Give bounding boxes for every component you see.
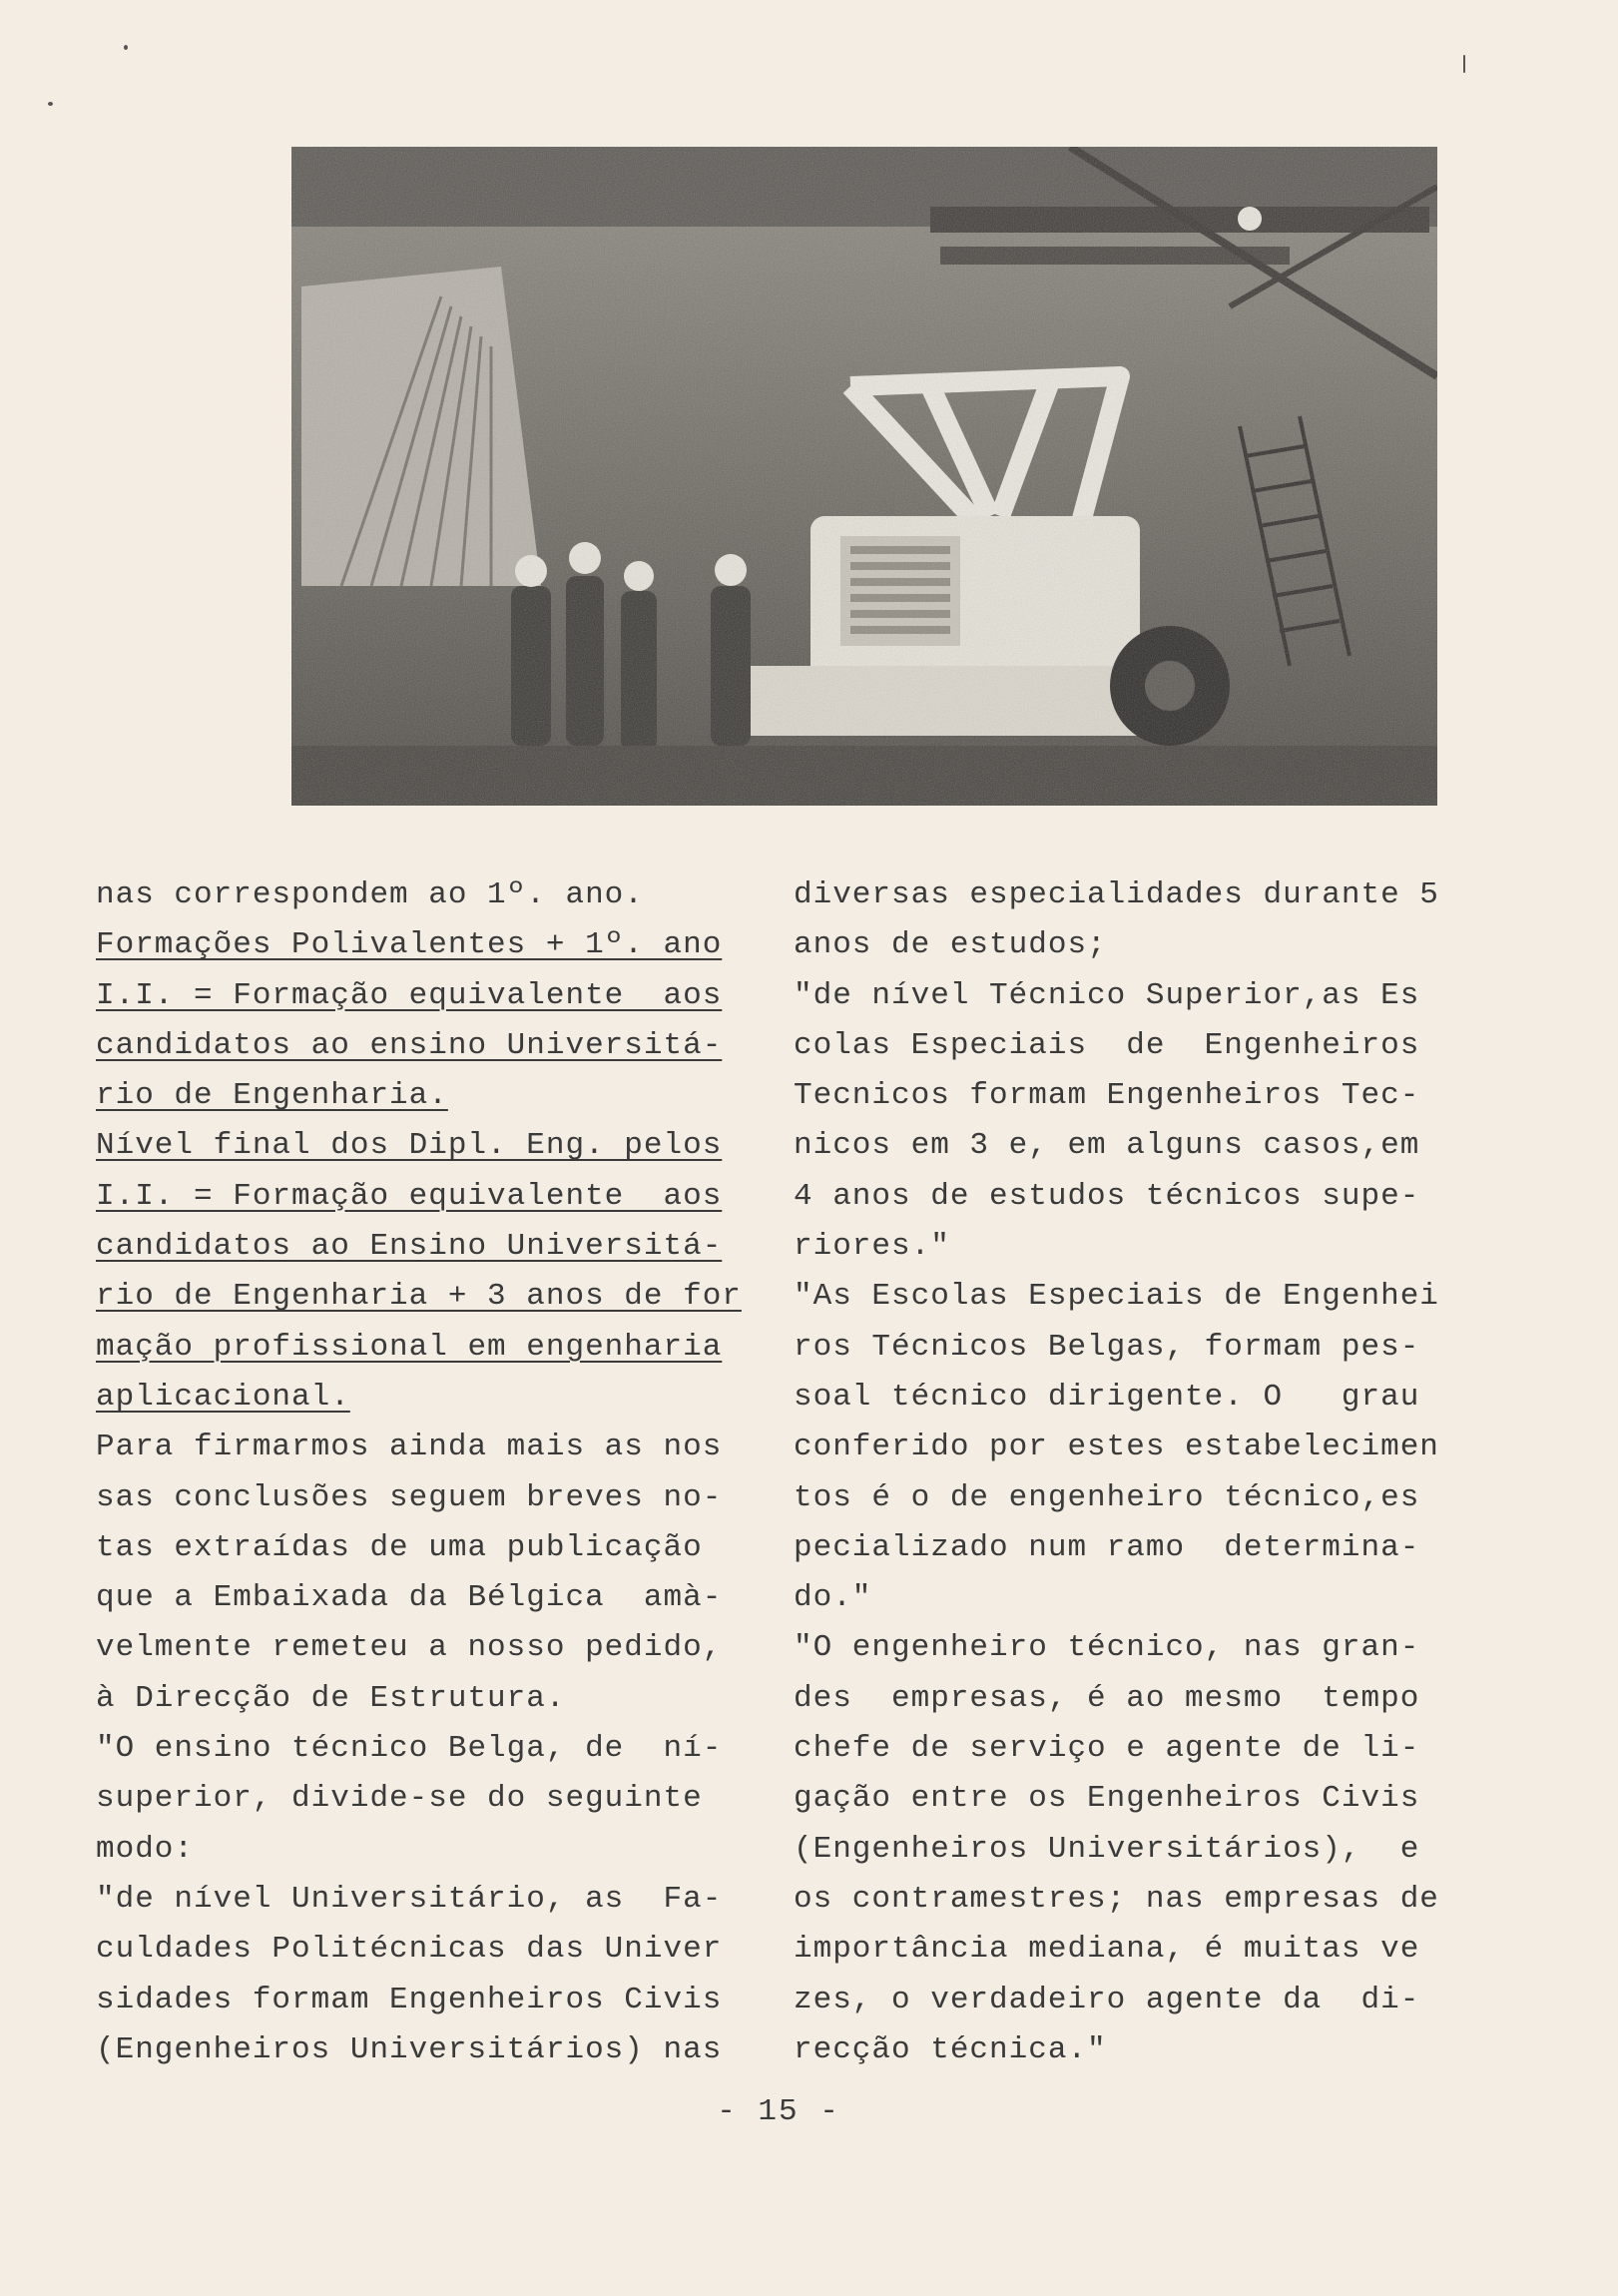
text-line: os contramestres; nas empresas de <box>794 1881 1439 1917</box>
text-line: rio de Engenharia + 3 anos de for <box>96 1279 742 1315</box>
text-line: diversas especialidades durante 5 <box>794 877 1439 912</box>
text-line: "O ensino técnico Belga, de ní- <box>96 1731 723 1767</box>
text-line: sidades formam Engenheiros Civis <box>96 1982 723 2017</box>
text-line: nicos em 3 e, em alguns casos,em <box>794 1128 1420 1164</box>
text-line: do." <box>794 1580 872 1616</box>
text-line: colas Especiais de Engenheiros <box>794 1027 1420 1063</box>
text-line: tas extraídas de uma publicação <box>96 1529 703 1565</box>
text-line: gação entre os Engenheiros Civis <box>794 1781 1420 1817</box>
text-line: Nível final dos Dipl. Eng. pelos <box>96 1128 723 1164</box>
scan-speck <box>48 102 53 106</box>
text-line: zes, o verdadeiro agente da di- <box>794 1982 1420 2017</box>
text-line: candidatos ao ensino Universitá- <box>96 1027 723 1063</box>
text-line: Tecnicos formam Engenheiros Tec- <box>794 1078 1420 1114</box>
text-line: riores." <box>794 1229 950 1265</box>
photo-mining-machine-icon <box>291 147 1437 806</box>
text-line: "O engenheiro técnico, nas gran- <box>794 1630 1420 1666</box>
text-line: tos é o de engenheiro técnico,es <box>794 1479 1420 1515</box>
text-line: anos de estudos; <box>794 927 1107 963</box>
text-line: culdades Politécnicas das Univer <box>96 1932 723 1968</box>
text-line: superior, divide-se do seguinte <box>96 1781 703 1817</box>
text-line: nas correspondem ao 1º. ano. <box>96 877 644 912</box>
text-line: (Engenheiros Universitários) nas <box>96 2031 723 2067</box>
text-line: ros Técnicos Belgas, formam pes- <box>794 1329 1420 1365</box>
scan-speck <box>124 45 128 50</box>
text-line: aplicacional. <box>96 1379 350 1415</box>
text-line: conferido por estes estabelecimen <box>794 1430 1439 1465</box>
text-line: soal técnico dirigente. O grau <box>794 1379 1420 1415</box>
text-line: importância mediana, é muitas ve <box>794 1932 1420 1968</box>
text-line: (Engenheiros Universitários), e <box>794 1831 1420 1867</box>
text-line: Formações Polivalentes + 1º. ano <box>96 927 723 963</box>
text-line: des empresas, é ao mesmo tempo <box>794 1680 1420 1716</box>
right-text-column <box>794 870 1452 2075</box>
text-line: que a Embaixada da Bélgica amà- <box>96 1580 723 1616</box>
text-line: modo: <box>96 1831 195 1867</box>
text-line: velmente remeteu a nosso pedido, <box>96 1630 723 1666</box>
text-line: "As Escolas Especiais de Engenhei <box>794 1279 1439 1315</box>
text-line: rio de Engenharia. <box>96 1078 448 1114</box>
text-line: mação profissional em engenharia <box>96 1329 723 1365</box>
text-line: "de nível Universitário, as Fa- <box>96 1881 723 1917</box>
scan-speck <box>1463 55 1465 73</box>
text-line: chefe de serviço e agente de li- <box>794 1731 1420 1767</box>
text-line: à Direcção de Estrutura. <box>96 1680 566 1716</box>
page-number: - 15 - <box>717 2094 840 2129</box>
text-line: 4 anos de estudos técnicos supe- <box>794 1178 1420 1214</box>
text-line: "de nível Técnico Superior,as Es <box>794 977 1420 1013</box>
text-line: Para firmarmos ainda mais as nos <box>96 1430 723 1465</box>
left-text-column <box>96 870 755 2075</box>
text-line: recção técnica." <box>794 2031 1107 2067</box>
text-line: I.I. = Formação equivalente aos <box>96 1178 723 1214</box>
text-line: sas conclusões seguem breves no- <box>96 1479 723 1515</box>
text-line: I.I. = Formação equivalente aos <box>96 977 723 1013</box>
text-line: pecializado num ramo determina- <box>794 1529 1420 1565</box>
photo-mining-machine <box>291 147 1437 806</box>
text-line: candidatos ao Ensino Universitá- <box>96 1229 723 1265</box>
